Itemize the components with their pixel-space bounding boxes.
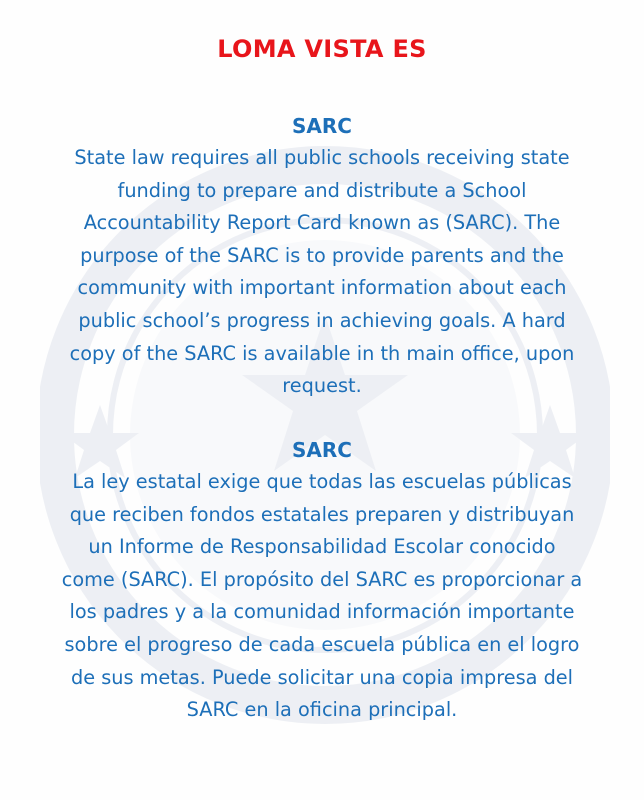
english-line: Accountability Report Card known as (SARC). The <box>83 211 561 235</box>
english-line: request. <box>282 374 362 398</box>
spanish-paragraph <box>0 466 644 727</box>
spanish-line: que reciben fondos estatales preparen y distribuyan <box>69 502 575 526</box>
spanish-line: un Informe de Responsabilidad Escolar conocido <box>88 535 556 559</box>
english-section <box>0 110 644 403</box>
english-line: public school’s progress in achieving goals. A hard <box>78 308 566 332</box>
spanish-line: sobre el progreso de cada escuela pública en el logro <box>64 632 580 656</box>
english-line: community with important information about each <box>77 276 567 300</box>
spanish-line: come (SARC). El propósito del SARC es proporcionar a <box>61 567 583 591</box>
school-title: LOMA VISTA ES <box>217 35 427 63</box>
spanish-line: los padres y a la comunidad información importante <box>69 600 575 624</box>
english-heading: SARC <box>292 114 352 138</box>
english-line: copy of the SARC is available in th main office, upon <box>69 341 575 365</box>
english-line: funding to prepare and distribute a School <box>117 178 527 202</box>
spanish-line: SARC en la oficina principal. <box>186 698 458 722</box>
spanish-section <box>0 434 644 727</box>
english-line: purpose of the SARC is to provide parents and the <box>80 243 564 267</box>
english-line: State law requires all public schools receiving state <box>74 146 570 169</box>
english-paragraph <box>0 142 644 403</box>
spanish-line: La ley estatal exige que todas las escuelas públicas <box>72 470 572 493</box>
spanish-heading: SARC <box>292 438 352 462</box>
spanish-line: de sus metas. Puede solicitar una copia impresa del <box>70 665 574 689</box>
